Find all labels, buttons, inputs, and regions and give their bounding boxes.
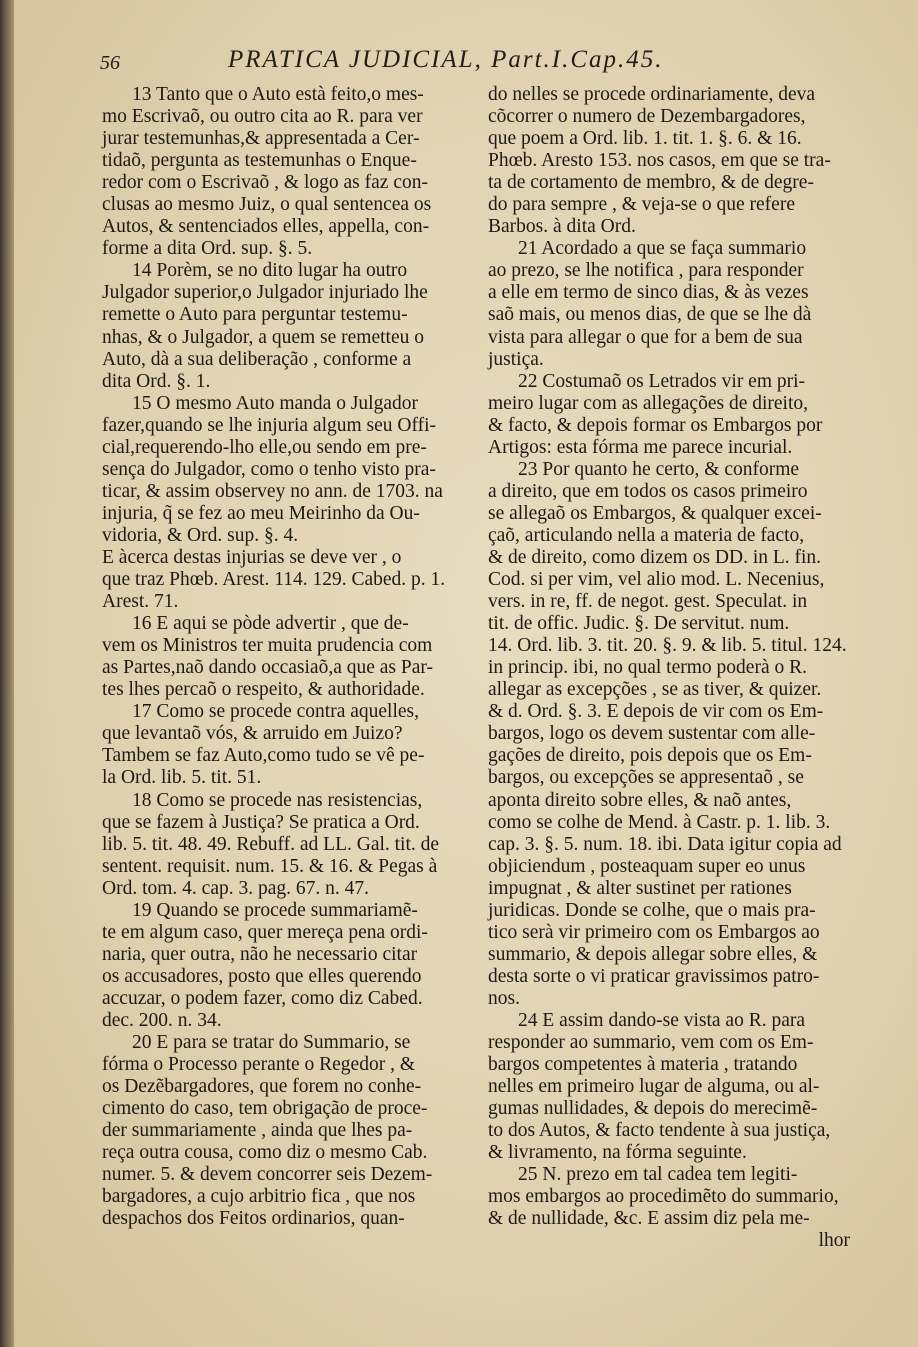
text-line: as Partes,naõ dando occasiaõ,a que as Par- — [102, 657, 433, 679]
text-line: se allegaõ os Embargos, & qualquer excei- — [488, 502, 822, 524]
text-line: 20 E para se tratar do Summario, se — [132, 1032, 411, 1054]
text-line: que levantaõ vós, & arruido em Juizo? — [102, 723, 403, 745]
text-line: fazer,quando se lhe injuria algum seu Offi- — [102, 414, 437, 436]
text-line: nelles em primeiro lugar de alguma, ou al- — [488, 1076, 820, 1098]
text-line: do para sempre , & veja-se o que refere — [488, 194, 795, 216]
text-line: vidoria, & Ord. sup. §. 4. — [102, 524, 299, 546]
text-line: nos. — [488, 987, 520, 1009]
text-line: desta sorte o vi praticar gravissimos patro- — [488, 965, 820, 987]
text-line: & facto, & depois formar os Embargos por — [488, 414, 823, 436]
text-line: 16 E aqui se pòde advertir , que de- — [132, 613, 409, 635]
text-line: numer. 5. & devem concorrer seis Dezem- — [102, 1164, 433, 1186]
text-line: bargos, logo os devem sustentar com alle- — [488, 723, 816, 745]
text-line: la Ord. lib. 5. tit. 51. — [102, 767, 262, 789]
text-line: vista para allegar o que for a bem de sua — [488, 326, 803, 348]
text-line: responder ao summario, vem com os Em- — [488, 1032, 814, 1054]
text-line: saõ mais, ou menos dias, de que se lhe dà — [488, 304, 812, 326]
text-line: como se colhe de Mend. à Castr. p. 1. lib. 3. — [488, 811, 831, 833]
text-line: gações de direito, pois depois que os Em- — [488, 745, 812, 767]
text-line: a elle em termo de sinco dias, & às vezes — [488, 282, 809, 304]
text-line: Julgador superior,o Julgador injuriado lhe — [102, 282, 428, 304]
text-line: dec. 200. n. 34. — [102, 1009, 222, 1031]
text-line: redor com o Escrivaõ , & logo as faz con- — [102, 172, 428, 194]
text-line: 13 Tanto que o Auto està feito,o mes- — [132, 84, 424, 105]
text-line: que poem a Ord. lib. 1. tit. 1. §. 6. & 16. — [488, 128, 802, 150]
text-line: Phœb. Aresto 153. nos casos, em que se tra- — [488, 150, 831, 172]
text-line: bargadores, a cujo arbitrio fica , que nos — [102, 1186, 416, 1208]
text-line: Auto, dà a sua deliberação , conforme a — [102, 348, 412, 370]
text-line: 18 Como se procede nas resistencias, — [132, 789, 423, 811]
text-line: forme a dita Ord. sup. §. 5. — [102, 238, 313, 260]
text-line: fórma o Processo perante o Regedor , & — [102, 1054, 415, 1076]
text-line: cial,requerendo-lho elle,ou sendo em pre- — [102, 436, 427, 458]
text-line: 21 Acordado a que se faça summario — [518, 238, 807, 260]
running-head: PRATICA JUDICIAL, Part.I.Cap.45. — [228, 46, 664, 73]
text-line: 24 E assim dando-se vista ao R. para — [518, 1009, 806, 1031]
book-gutter — [0, 0, 14, 1347]
text-line: E àcerca destas injurias se deve ver , o — [102, 546, 402, 568]
text-line: te em algum caso, quer mereça pena ordi- — [102, 921, 428, 943]
text-line: 15 O mesmo Auto manda o Julgador — [132, 392, 418, 414]
text-line: der summariamente , ainda que lhes pa- — [102, 1120, 413, 1142]
text-line: & livramento, na fórma seguinte. — [488, 1142, 747, 1164]
page-header — [100, 46, 700, 80]
text-line: vem os Ministros ter muita prudencia com — [102, 635, 433, 657]
text-line: lib. 5. tit. 48. 49. Rebuff. ad LL. Gal. tit. de — [102, 833, 440, 855]
text-line: ticar, & assim observey no ann. de 1703. na — [102, 480, 443, 502]
text-line: os Dezẽbargadores, que forem no conhe- — [102, 1076, 422, 1098]
text-line: Arest. 71. — [102, 591, 179, 613]
text-line: Ord. tom. 4. cap. 3. pag. 67. n. 47. — [102, 877, 370, 899]
text-line: os accusadores, posto que elles querendo — [102, 965, 422, 987]
text-line: remette o Auto para perguntar testemu- — [102, 304, 408, 326]
page-number: 56 — [100, 52, 120, 74]
text-line: ao prezo, se lhe notifica , para responder — [488, 260, 804, 282]
text-line: Artigos: esta fórma me parece incurial. — [488, 436, 793, 458]
text-line: 17 Como se procede contra aquelles, — [132, 701, 419, 723]
text-line: impugnat , & alter sustinet per rationes — [488, 877, 792, 899]
text-line: 14. Ord. lib. 3. tit. 20. §. 9. & lib. 5. titul. 124. — [488, 635, 847, 657]
text-line: que traz Phœb. Arest. 114. 129. Cabed. p. 1. — [102, 569, 446, 591]
text-line: accuzar, o podem fazer, como diz Cabed. — [102, 987, 423, 1009]
text-line: & d. Ord. §. 3. E depois de vir com os Em- — [488, 701, 824, 723]
text-line: to dos Autos, & facto tendente à sua justiça, — [488, 1120, 831, 1142]
text-line: tidaõ, pergunta as testemunhas o Enque- — [102, 150, 417, 172]
text-line: dita Ord. §. 1. — [102, 370, 211, 392]
text-line: reça outra cousa, como diz o mesmo Cab. — [102, 1142, 428, 1164]
text-line: 22 Costumaõ os Letrados vir em pri- — [518, 370, 806, 392]
left-column — [102, 84, 478, 1234]
text-line: injuria, q̃ se fez ao meu Meirinho da Ou- — [102, 502, 420, 524]
text-line: 25 N. prezo em tal cadea tem legiti- — [518, 1164, 798, 1186]
text-line: justiça. — [488, 348, 544, 370]
text-line: in princip. ibi, no qual termo poderà o R. — [488, 657, 807, 679]
text-line: summario, & depois allegar sobre elles, & — [488, 943, 818, 965]
text-line: mos embargos ao procedimẽto do summario, — [488, 1186, 839, 1208]
text-line: Autos, & sentenciados elles, appella, con- — [102, 216, 430, 238]
text-line: Cod. si per vim, vel alio mod. L. Necenius, — [488, 569, 825, 591]
text-line: cap. 3. §. 5. num. 18. ibi. Data igitur copia ad — [488, 833, 842, 855]
text-line: sentent. requisit. num. 15. & 16. & Pegas à — [102, 855, 438, 877]
text-line: despachos dos Feitos ordinarios, quan- — [102, 1208, 405, 1230]
text-line: lhor — [818, 1230, 850, 1252]
text-line: aponta direito sobre elles, & naõ antes, — [488, 789, 792, 811]
text-line: clusas ao mesmo Juiz, o qual sentencea os — [102, 194, 432, 216]
text-line: cõcorrer o numero de Dezembargadores, — [488, 106, 806, 128]
text-line: objiciendum , posteaquam super eo unus — [488, 855, 806, 877]
text-line: jurar testemunhas,& appresentada a Cer- — [102, 128, 420, 150]
text-line: bargos competentes à materia , tratando — [488, 1054, 798, 1076]
text-line: Tambem se faz Auto,como tudo se vê pe- — [102, 745, 425, 767]
text-line: 19 Quando se procede summariamẽ- — [132, 899, 418, 921]
text-line: tes lhes percaõ o respeito, & authoridade. — [102, 679, 425, 701]
text-line: tico serà vir primeiro com os Embargos ao — [488, 921, 820, 943]
text-line: tit. de offic. Judic. §. De servitut. num. — [488, 613, 790, 635]
text-line: & de nullidade, &c. E assim diz pela me- — [488, 1208, 810, 1230]
text-line: a direito, que em todos os casos primeiro — [488, 480, 808, 502]
text-line: que se fazem à Justiça? Se pratica a Ord. — [102, 811, 420, 833]
text-line: çaõ, articulando nella a materia de facto, — [488, 524, 805, 546]
text-line: vers. in re, ff. de negot. gest. Speculat. in — [488, 591, 808, 613]
text-line: 23 Por quanto he certo, & conforme — [518, 458, 800, 480]
text-line: meiro lugar com as allegações de direito, — [488, 392, 808, 414]
text-line: cimento do caso, tem obrigação de proce- — [102, 1098, 428, 1120]
right-column — [488, 84, 850, 1252]
text-line: gumas nullidades, & depois do merecimẽ- — [488, 1098, 818, 1120]
text-line: naria, quer outra, não he necessario citar — [102, 943, 418, 965]
text-line: allegar as excepções , se as tiver, & quizer. — [488, 679, 822, 701]
text-line: bargos, ou excepções se appresentaõ , se — [488, 767, 804, 789]
text-line: Barbos. à dita Ord. — [488, 216, 636, 238]
text-line: juridicas. Donde se colhe, que o mais pra- — [488, 899, 816, 921]
text-line: sença do Julgador, como o tenho visto pra- — [102, 458, 436, 480]
text-line: mo Escrivaõ, ou outro cita ao R. para ver — [102, 106, 423, 128]
text-line: do nelles se procede ordinariamente, deva — [488, 84, 816, 105]
text-line: ta de cortamento de membro, & de degre- — [488, 172, 814, 194]
text-line: & de direito, como dizem os DD. in L. fin. — [488, 546, 822, 568]
text-line: nhas, & o Julgador, a quem se remetteu o — [102, 326, 424, 348]
text-line: 14 Porèm, se no dito lugar ha outro — [132, 260, 408, 282]
